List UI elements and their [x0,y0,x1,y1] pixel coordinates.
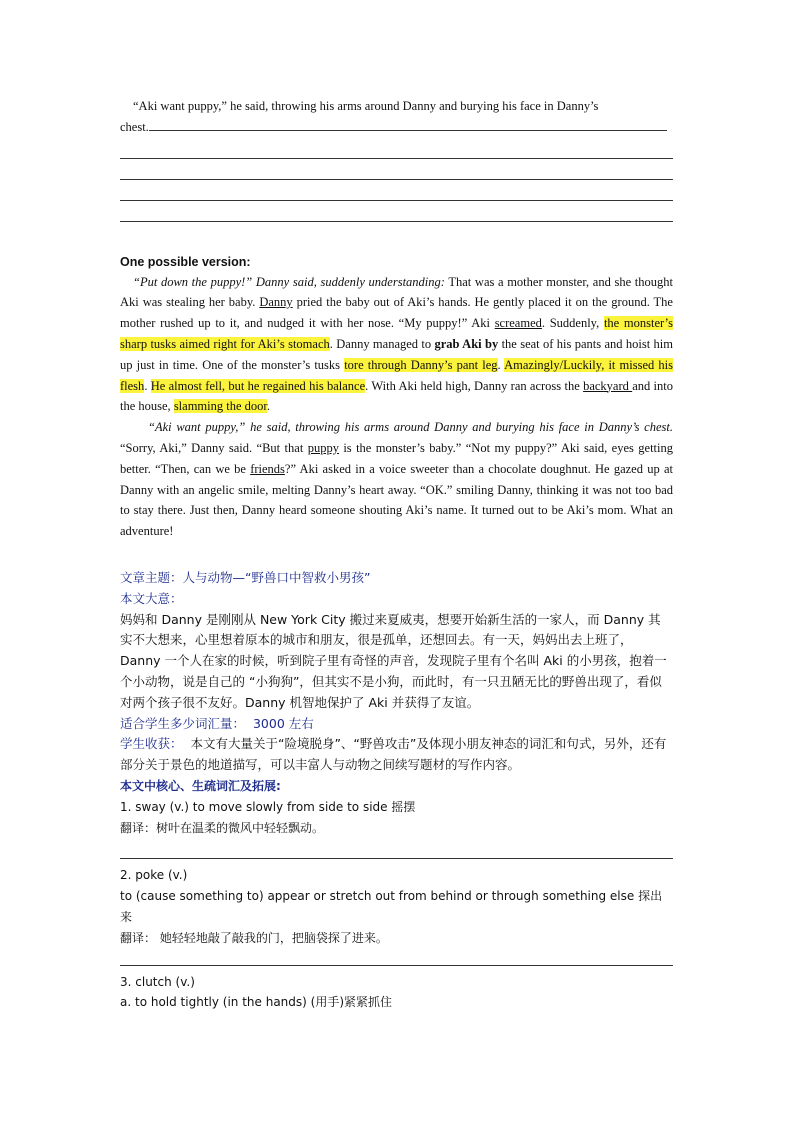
vocab-line: a. to hold tightly (in the hands) (用手)紧紧抓住 [120,995,393,1010]
vocab-level-line [120,714,673,735]
text-run: the seat of his pants and hoist him up just in time. One of the monster’s tusks [120,336,674,372]
writing-line[interactable] [120,138,673,159]
text-run: is the monster’s baby.” “Not my puppy?” Aki said, eyes getting better. “Then, can we be [120,440,673,476]
writing-line[interactable] [120,201,673,222]
vocab-head: 2. poke (v.) [120,868,188,883]
summary-text: 妈妈和 Danny 是刚刚从 New York City 搬过来夏威夷，想要开始新生活的一家人，而 Danny 其实不大想来，心里想着原本的城市和朋友，很是孤单，还想回去。有一天，妈妈出去上班了，Danny 一个人在家的时候，听到院子里有奇怪的声音，发现院子里有个名叫 Aki 的小男孩，抱着一个小动物，说是自己的 “小狗狗”，但其实不是小狗，而此时，有一只丑陋无比的野兽出现了，看似对两个孩子很不友好。Danny 机智地保护了 Aki 并获得了友谊。 [120,611,667,710]
underlined-word: puppy [307,440,339,455]
version-heading: One possible version: [120,254,251,269]
text-run: . [144,378,151,393]
underlined-word: backyard [583,378,633,393]
gain-text: 本文有大量关于“险境脱身”、“野兽攻击”及体现小朋友神态的词汇和句式，另外，还有部分关于景色的地道描写，可以丰富人与动物之间续写题材的写作内容。 [120,736,667,773]
exercise-line1: “Aki want puppy,” he said, throwing his arms around Danny and burying his face in Danny’s [133,99,599,113]
core-vocab-label: 本文中核心、生疏词汇及拓展: [120,778,281,793]
text-run: . Danny managed to [329,336,435,351]
vocab-line: to (cause something to) appear or stretch out from behind or through something else 探出来 [120,889,663,924]
vocab-head: 1. sway (v.) to move slowly from side to side 摇摆 [120,799,416,814]
vocab-line: 翻译： 她轻轻地敲了敲我的门，把脑袋探了进来。 [120,930,388,945]
paragraph-opening: “Put down the puppy!” Danny said, suddenly understanding: [133,274,445,289]
text-run: That was a mother monster, and she thought Aki was stealing her baby. [120,274,673,310]
vocab-level-value: 3000 左右 [252,715,314,731]
text-run: “Sorry, Aki,” Danny said. “But that [120,440,308,455]
vocab-list [120,797,673,1013]
text-run: pried the baby out of Aki’s hands. He gently placed it on the ground. The mother rushed up to it, and nudged it with her nose. “My puppy!” Aki [120,295,673,331]
vocab-entry [120,865,673,965]
highlighted-phrase: slamming the door [173,399,267,414]
text-run: . With Aki held high, Danny ran across the [365,378,584,393]
vocab-level-label: 适合学生多少词汇量： [120,715,246,731]
vocab-line: 翻译：树叶在温柔的微风中轻轻飘动。 [120,820,325,835]
text-run: ?” Aki asked in a voice sweeter than a chocolate doughnut. He gazed up at Danny with an angelic smile, melting Danny’s heart away. “OK.” smiling Danny, thinking it was not too bad to stay there. Just then, Danny heard someone shouting Aki’s name. It turned out to be Aki’s mom. What an adventure! [120,461,673,539]
highlighted-phrase: He almost fell, but he regained his balance [150,378,366,393]
writing-line[interactable] [120,180,673,201]
highlighted-phrase: Amazingly/Luckily, it missed his flesh [120,357,673,393]
writing-line[interactable] [120,159,673,180]
text-run: . Suddenly, [541,316,604,331]
text-run: and into the house, [120,378,673,414]
vocab-entry [120,797,673,860]
exercise-prompt [120,96,673,138]
gain-label: 学生收获： [120,736,183,752]
underlined-word: friends [250,461,285,476]
paragraph-opening: “Aki want puppy,” he said, throwing his arms around Danny and burying his face in Danny’s chest. [148,420,673,435]
bold-phrase: grab Aki by [434,336,499,351]
summary-label: 本文大意： [120,590,183,606]
document-page [120,96,673,1013]
exercise-line2: chest. [120,119,149,134]
text-run: . [497,357,505,372]
underlined-word: screamed [494,316,542,331]
vocab-head: 3. clutch (v.) [120,974,195,989]
answer-line[interactable] [120,858,673,859]
gain-line [120,734,673,776]
answer-line[interactable] [120,965,673,966]
writing-line[interactable] [149,117,667,131]
version-paragraph-2 [120,417,673,542]
version-paragraph-1 [120,272,673,418]
text-run: . [266,399,270,414]
exercise-block [120,96,673,222]
analysis-section [120,568,673,797]
highlighted-phrase: the monster’s sharp tusks aimed right for Aki’s stomach [120,316,673,351]
theme-line: 文章主题：人与动物—“野兽口中智救小男孩” [120,569,371,585]
vocab-entry [120,972,673,1014]
highlighted-phrase: tore through Danny’s pant leg [344,357,498,372]
underlined-word: Danny [259,295,293,310]
